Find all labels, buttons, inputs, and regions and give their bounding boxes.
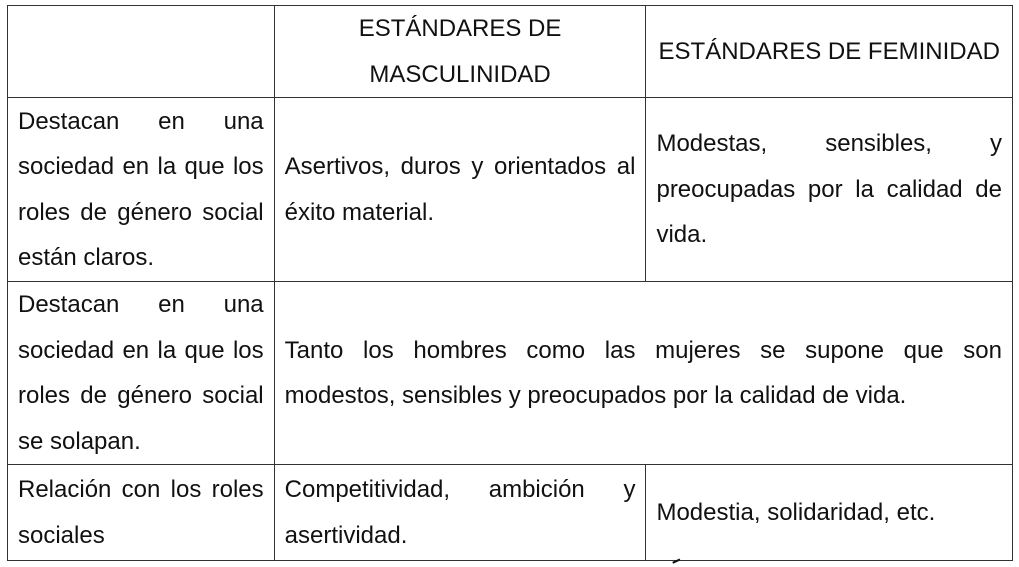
header-row: [8, 6, 1013, 98]
header-femininity: ESTÁNDARES DE FEMINIDAD: [646, 6, 1013, 98]
table-row: [8, 98, 1013, 282]
table-row: [8, 282, 1013, 465]
masculinity-cell: Competitividad, ambición y asertividad.: [274, 465, 646, 561]
row-label: Destacan en una sociedad en la que los roles de género social se solapan.: [8, 282, 275, 465]
header-corner-cell: [8, 6, 275, 98]
table-row: [8, 465, 1013, 561]
masculinity-cell: Asertivos, duros y orientados al éxito material.: [274, 98, 646, 282]
header-masculinity: ESTÁNDARES DE MASCULINIDAD: [274, 6, 646, 98]
comparison-table: [7, 5, 1013, 561]
femininity-cell: Modestas, sensibles, y preocupadas por la calidad de vida.: [646, 98, 1013, 282]
femininity-cell: Modestia, solidaridad, etc.: [646, 465, 1013, 561]
row-label: Relación con los roles sociales: [8, 465, 275, 561]
row-label: Destacan en una sociedad en la que los roles de género social están claros.: [8, 98, 275, 282]
merged-cell: Tanto los hombres como las mujeres se supone que son modestos, sensibles y preocupados por la calidad de vida.: [274, 282, 1012, 465]
